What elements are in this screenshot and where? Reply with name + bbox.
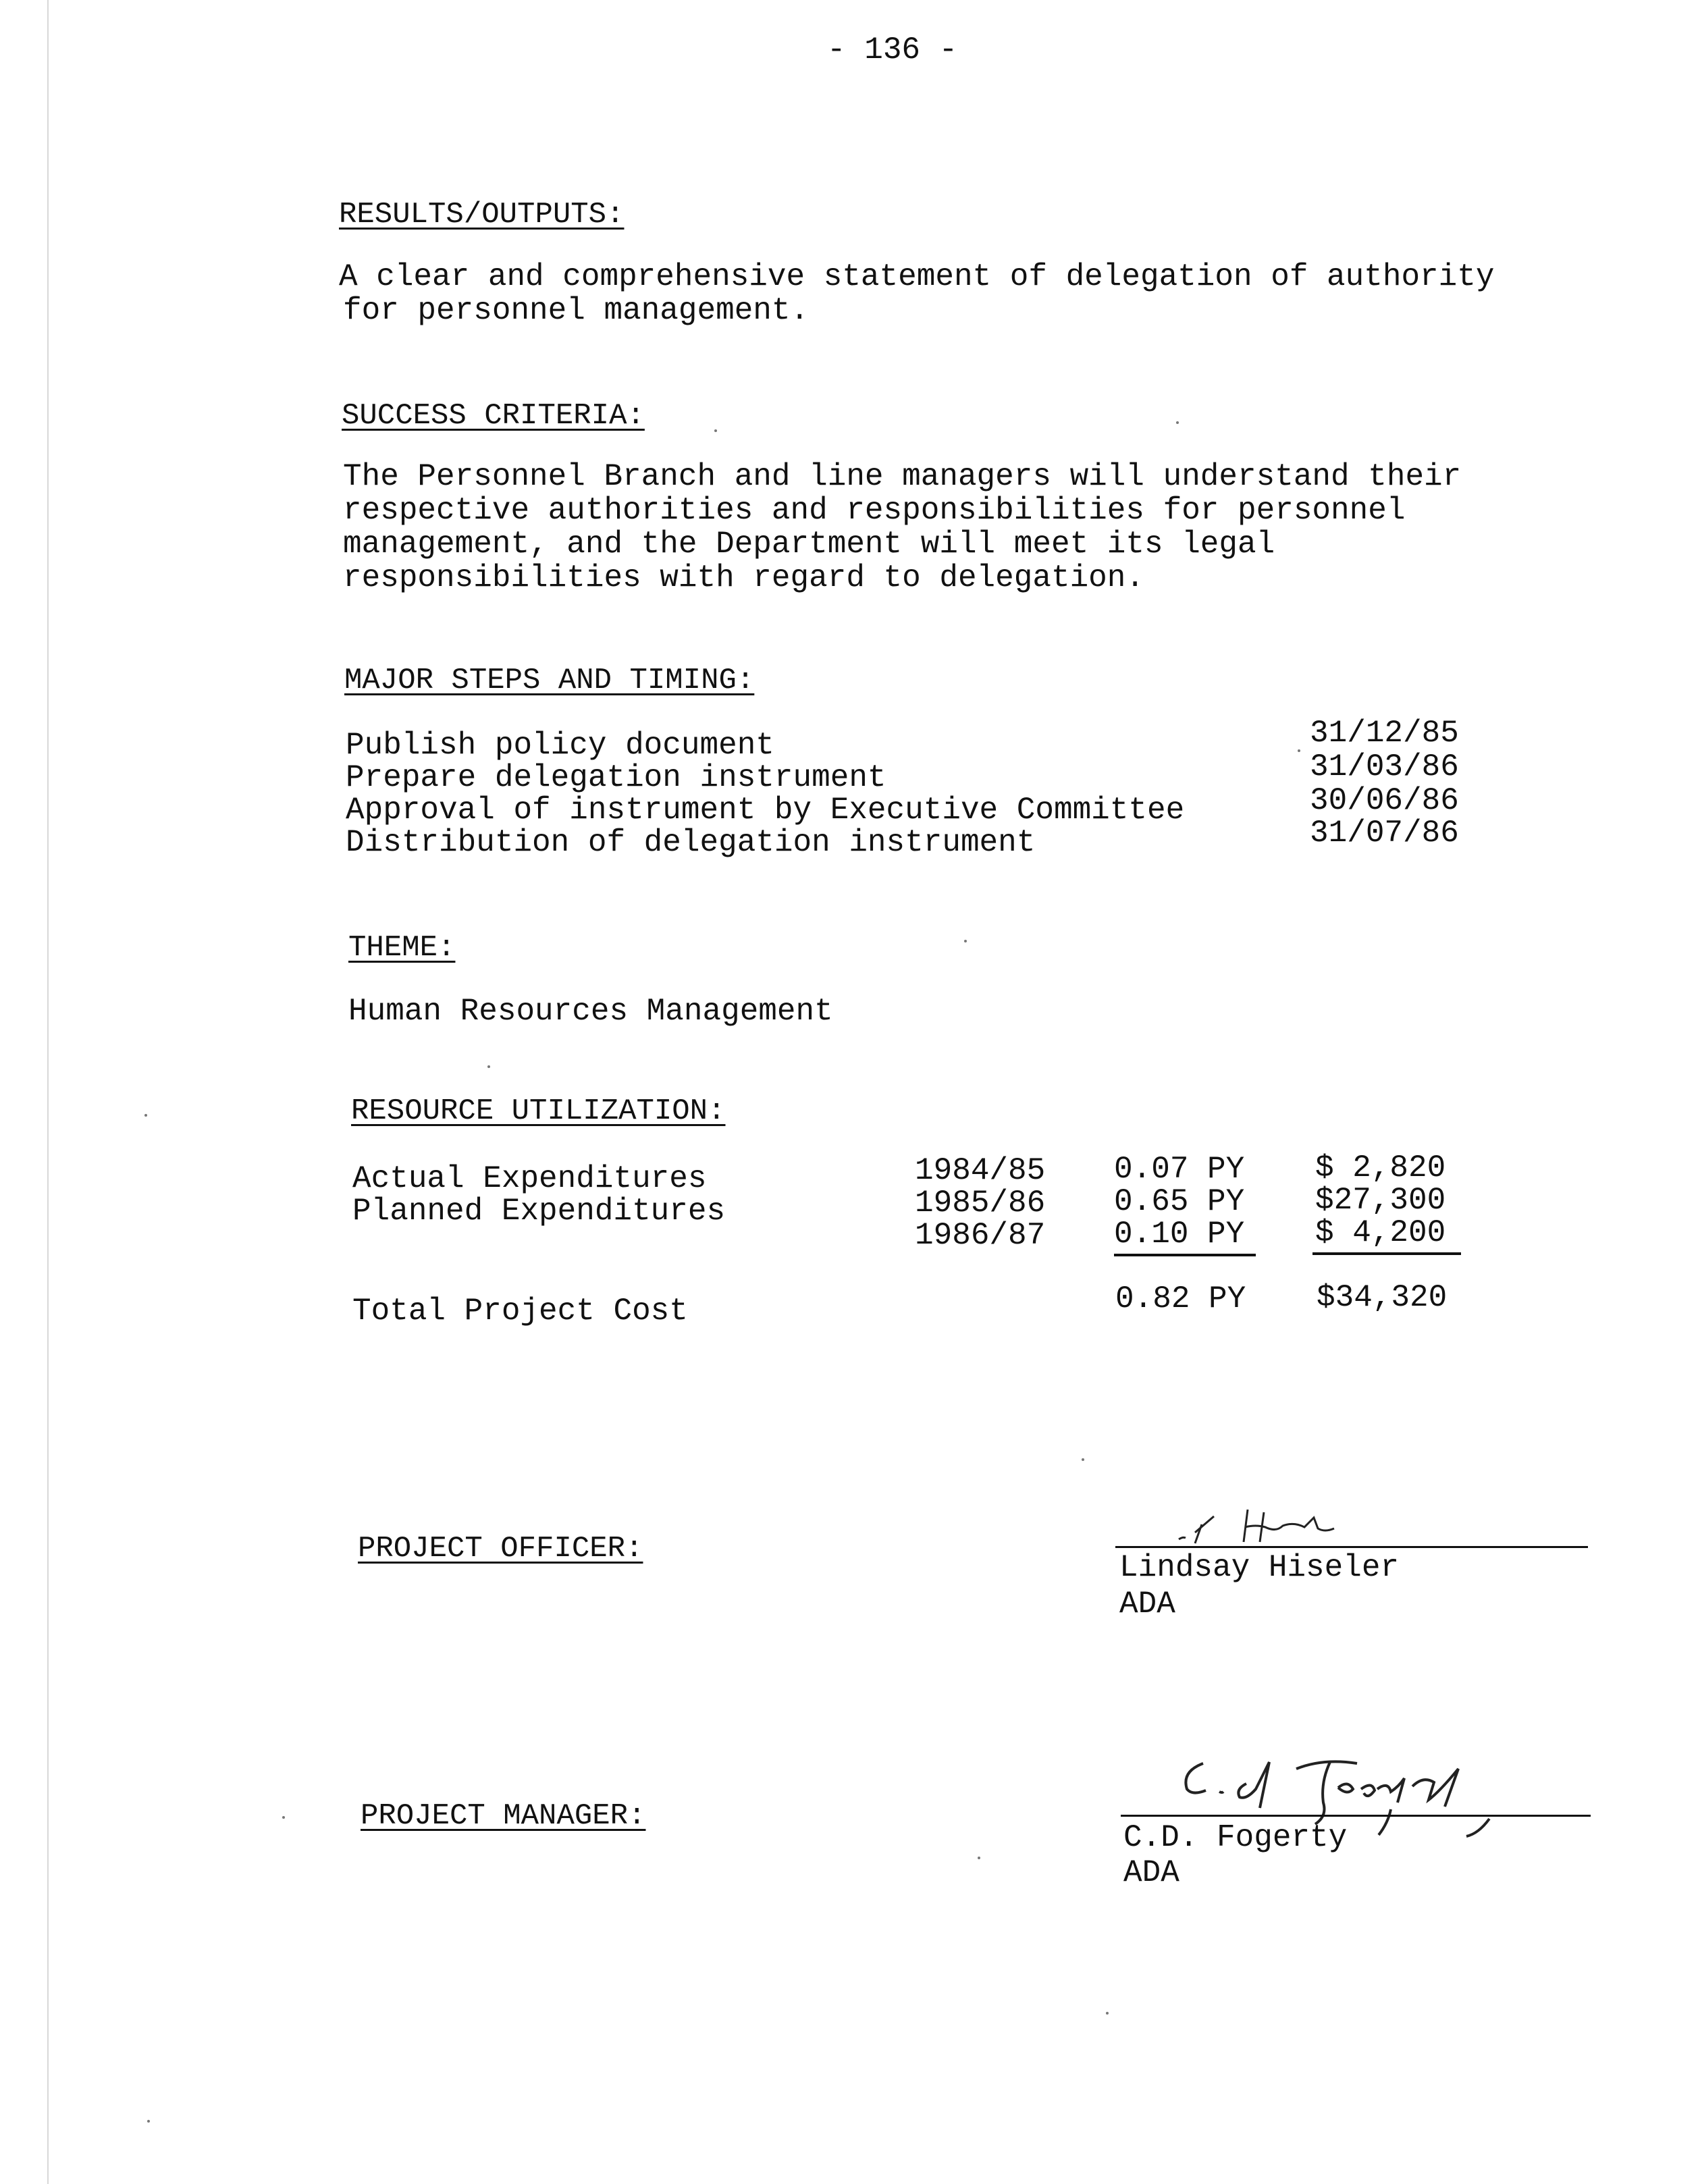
scan-speck	[147, 2120, 150, 2123]
total-amount: $34,320	[1317, 1280, 1448, 1315]
results-line-1: A clear and comprehensive statement of delegation of authority	[339, 259, 1495, 294]
manager-org: ADA	[1123, 1855, 1179, 1890]
officer-org: ADA	[1119, 1587, 1175, 1622]
success-line-1: The Personnel Branch and line managers will understand their	[343, 459, 1462, 494]
theme-value: Human Resources Management	[348, 994, 833, 1029]
scan-speck	[1082, 1458, 1084, 1461]
expenditure-py: 0.65 PY	[1114, 1184, 1245, 1219]
steps-heading: MAJOR STEPS AND TIMING:	[344, 664, 755, 697]
expenditure-amount: $ 4,200	[1315, 1215, 1446, 1250]
scan-speck	[1298, 749, 1300, 752]
expenditure-py: 0.07 PY	[1114, 1152, 1245, 1187]
success-line-2: respective authorities and responsibilities for personnel	[343, 493, 1406, 528]
step-date: 31/07/86	[1310, 816, 1459, 851]
scan-speck	[964, 940, 967, 942]
left-margin-line	[47, 0, 49, 2184]
scan-speck	[487, 1065, 490, 1068]
scan-speck	[144, 1114, 147, 1117]
step-label: Distribution of delegation instrument	[346, 825, 1036, 860]
success-heading: SUCCESS CRITERIA:	[342, 399, 645, 433]
scan-speck	[1106, 2012, 1109, 2015]
step-label: Prepare delegation instrument	[346, 760, 886, 795]
amount-subtotal-rule	[1312, 1252, 1461, 1255]
officer-signature	[1175, 1497, 1404, 1551]
success-line-4: responsibilities with regard to delegation.	[343, 560, 1144, 595]
step-label: Approval of instrument by Executive Committee	[346, 793, 1185, 828]
project-officer-heading: PROJECT OFFICER:	[358, 1532, 643, 1566]
theme-heading: THEME:	[348, 931, 456, 965]
page-number: - 136 -	[827, 32, 958, 68]
officer-signature-line	[1115, 1546, 1588, 1548]
step-date: 30/06/86	[1310, 783, 1459, 818]
expenditure-year: 1985/86	[915, 1186, 1046, 1221]
scan-speck	[714, 429, 717, 432]
py-subtotal-rule	[1114, 1254, 1256, 1256]
results-heading: RESULTS/OUTPUTS:	[339, 198, 625, 232]
actual-expenditures-label: Actual Expenditures	[352, 1161, 707, 1196]
success-line-3: management, and the Department will meet its legal	[343, 527, 1275, 562]
manager-name: C.D. Fogerty	[1123, 1820, 1348, 1855]
step-date: 31/12/85	[1310, 716, 1459, 751]
results-line-2: for personnel management.	[343, 293, 810, 328]
project-manager-heading: PROJECT MANAGER:	[361, 1799, 646, 1833]
expenditure-amount: $27,300	[1315, 1183, 1446, 1218]
step-label: Publish policy document	[346, 728, 774, 763]
officer-name: Lindsay Hiseler	[1119, 1550, 1400, 1585]
expenditure-amount: $ 2,820	[1315, 1150, 1446, 1186]
expenditure-year: 1986/87	[915, 1218, 1046, 1253]
scan-speck	[1176, 421, 1179, 424]
total-py: 0.82 PY	[1115, 1281, 1246, 1316]
scan-speck	[282, 1816, 285, 1819]
expenditure-year: 1984/85	[915, 1153, 1046, 1188]
planned-expenditures-label: Planned Expenditures	[352, 1194, 726, 1229]
total-project-cost-label: Total Project Cost	[352, 1294, 688, 1329]
manager-signature-line	[1121, 1815, 1591, 1817]
manager-signature	[1161, 1749, 1539, 1877]
expenditure-py: 0.10 PY	[1114, 1217, 1245, 1252]
step-date: 31/03/86	[1310, 749, 1459, 784]
scan-speck	[978, 1857, 980, 1859]
resources-heading: RESOURCE UTILIZATION:	[351, 1094, 726, 1128]
